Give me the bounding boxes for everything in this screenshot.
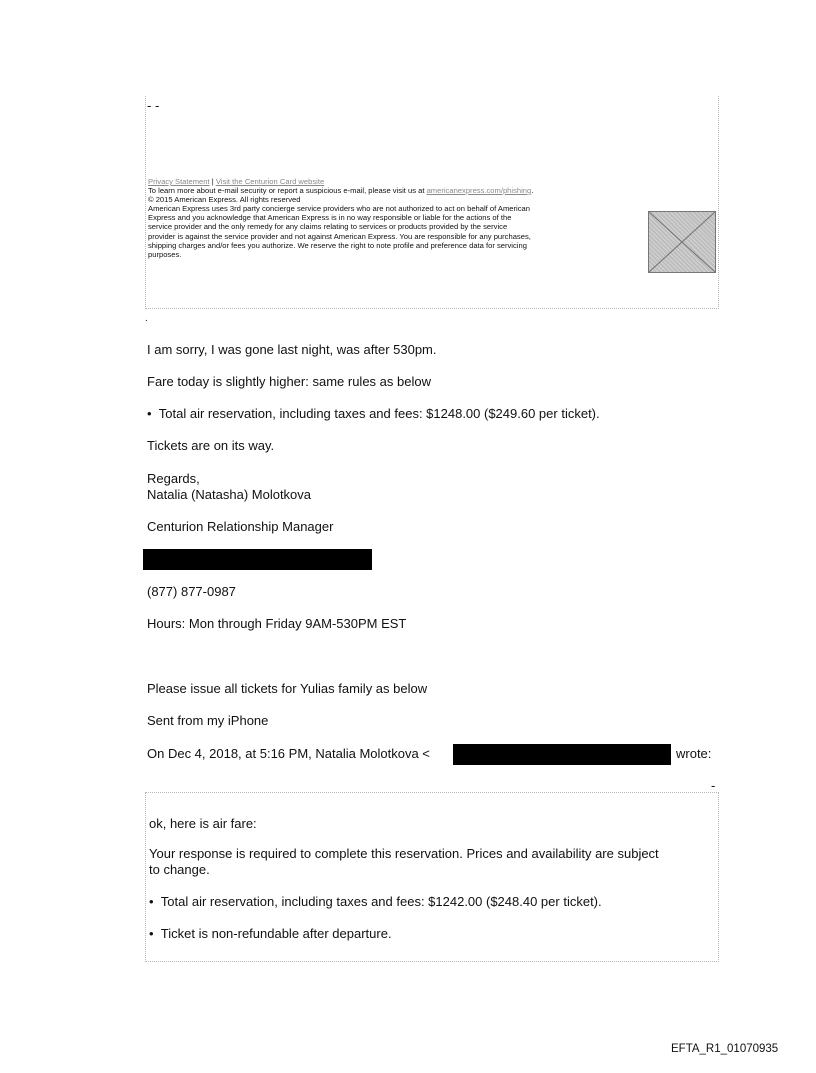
phishing-link[interactable]: americanexpress.com/phishing — [426, 186, 532, 195]
tickets-line: Tickets are on its way. — [147, 438, 275, 453]
response-required-line: Your response is required to complete this reservation. Prices and availability are subject — [149, 846, 659, 861]
sender-title: Centurion Relationship Manager — [147, 519, 334, 534]
sent-from: Sent from my iPhone — [147, 713, 269, 728]
office-hours: Hours: Mon through Friday 9AM-530PM EST — [147, 616, 407, 631]
link-separator: | — [209, 177, 216, 186]
disclaimer-line: American Express uses 3rd party concierge service providers who are not authorized to act on behalf of American — [148, 204, 530, 213]
quoted-total-text: Total air reservation, including taxes and fees: $1242.00 ($248.40 per ticket). — [160, 894, 602, 909]
separator-dashes: - - — [147, 98, 160, 113]
disclaimer-line: service provider and the only remedy for any claims relating to services or products provided by the service — [148, 222, 508, 232]
footer-links — [148, 177, 324, 186]
quoted-total-line — [149, 894, 602, 910]
sender-name: Natalia (Natasha) Molotkova — [147, 487, 312, 502]
refund-text: Ticket is non-refundable after departure. — [160, 926, 392, 941]
regards: Regards, — [147, 471, 200, 486]
redaction-bar — [453, 744, 671, 765]
issue-request: Please issue all tickets for Yulias family as below — [147, 681, 428, 696]
disclaimer-line: provider is against the service provider and not against American Express. You are responsible for any purchases, — [148, 231, 531, 241]
phone-number: (877) 877-0987 — [147, 584, 236, 599]
security-suffix: . — [531, 186, 534, 195]
stray-dot: . — [145, 313, 148, 324]
response-required-line: to change. — [149, 862, 210, 877]
disclaimer-line: Express and you acknowledge that American Express is in no way responsible or liable for the actions of the — [148, 213, 512, 223]
security-prefix: To learn more about e-mail security or report a suspicious e-mail, please visit us at — [148, 186, 427, 195]
disclaimer-line: purposes. — [148, 250, 182, 260]
document-id: EFTA_R1_01070935 — [671, 1043, 779, 1055]
wrote-prefix: On Dec 4, 2018, at 5:16 PM, Natalia Molotkova < — [147, 746, 430, 761]
total-reservation-text: Total air reservation, including taxes and fees: $1248.00 ($249.60 per ticket). — [158, 406, 600, 421]
refund-line — [149, 926, 392, 942]
disclaimer-paragraph — [148, 204, 531, 259]
privacy-statement-link[interactable]: Privacy Statement — [148, 177, 210, 186]
air-fare-intro: ok, here is air fare: — [149, 816, 257, 831]
missing-image-placeholder-icon — [648, 211, 716, 273]
bullet: • — [149, 926, 154, 941]
apology-line: I am sorry, I was gone last night, was after 530pm. — [147, 342, 437, 357]
fare-note: Fare today is slightly higher: same rules as below — [147, 374, 431, 389]
separator-dash: - — [711, 778, 716, 793]
security-notice — [148, 186, 533, 195]
disclaimer-line: shipping charges and/or fees you authorize. We reserve the right to note profile and preference data for servicing — [148, 240, 527, 250]
centurion-website-link[interactable]: Visit the Centurion Card website — [215, 177, 325, 186]
total-reservation-line — [147, 406, 600, 422]
wrote-suffix: wrote: — [676, 746, 712, 761]
bullet: • — [147, 406, 152, 421]
redaction-bar — [143, 549, 372, 570]
copyright-notice: © 2015 American Express. All rights reserved — [148, 195, 301, 204]
bullet: • — [149, 894, 154, 909]
